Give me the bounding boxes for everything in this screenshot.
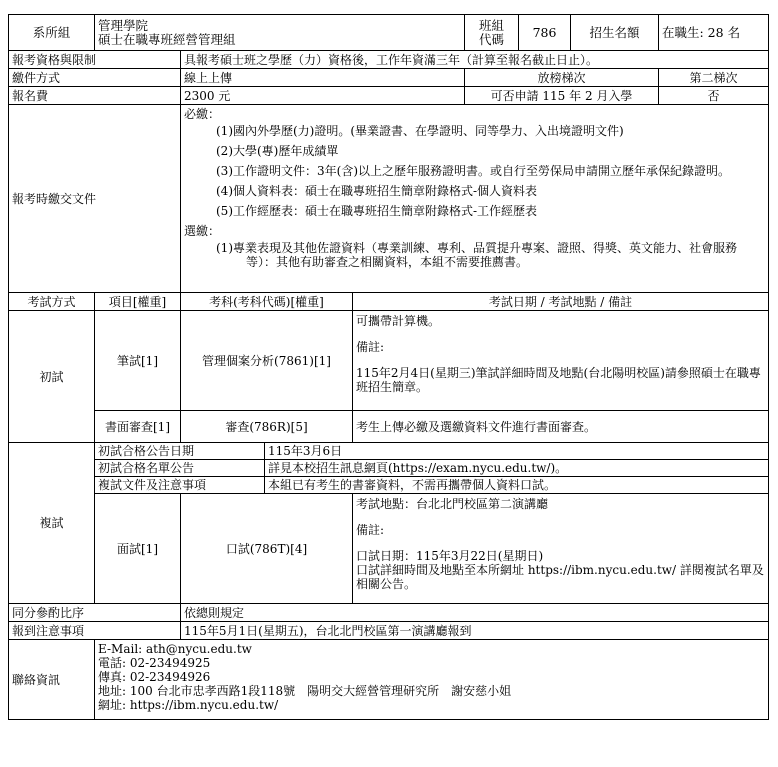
first-review-subject: 審查(786R)[5]	[181, 411, 353, 443]
early-entry-label: 可否申請 115 年 2 月入學	[465, 87, 659, 105]
contact-content	[95, 640, 769, 720]
docs-value: 本組已有考生的書審資料，不需再攜帶個人資料口試。	[265, 477, 769, 494]
oral-item: 面試[1]	[95, 494, 181, 604]
release-tier-value: 第二梯次	[659, 69, 769, 87]
optional-title: 選繳：	[184, 224, 221, 238]
method-value: 線上上傳	[181, 69, 465, 87]
required-item-5: (5)工作經歷表：碩士在職專班招生簡章附錄格式-工作經歷表	[216, 204, 538, 218]
exam-col-note: 考試日期 / 考試地點 / 備註	[353, 293, 769, 311]
exam-col-subject: 考科(考科代碼)[權重]	[181, 293, 353, 311]
fee-row	[9, 87, 769, 105]
first-review-item: 書面審查[1]	[95, 411, 181, 443]
quota-value: 在職生: 28 名	[659, 15, 769, 51]
eligibility-value: 具報考碩士班之學歷（力）資格後，工作年資滿三年（計算至報名截止日止）。	[181, 51, 769, 69]
announce-date-value: 115年3月6日	[265, 443, 769, 460]
oral-subject: 口試(786T)[4]	[181, 494, 353, 604]
report-value: 115年5月1日(星期五)，台北北門校區第一演講廳報到	[181, 622, 769, 640]
oral-note-remark: 備註:	[356, 523, 385, 537]
first-round-label: 初試	[9, 311, 95, 443]
first-review-row	[9, 411, 769, 443]
dept-cell	[95, 15, 465, 51]
fee-label: 報名費	[9, 87, 181, 105]
required-item-2: (2)大學(專)歷年成績單	[216, 144, 339, 158]
second-list-row	[9, 460, 769, 477]
oral-note-detail: 口試詳細時間及地點至本所網址 https://ibm.nycu.edu.tw/ 詳閱複試名單及相關公告。	[356, 563, 764, 591]
contact-email: E-Mail: ath@nycu.edu.tw	[98, 642, 252, 656]
admission-table-wrapper	[8, 14, 768, 720]
list-value: 詳見本校招生訊息網頁(https://exam.nycu.edu.tw/)。	[265, 460, 769, 477]
contact-row	[9, 640, 769, 720]
quota-label: 招生名額	[571, 15, 659, 51]
tie-label: 同分參酌比序	[9, 604, 181, 622]
dept-label: 系所組	[9, 15, 95, 51]
contact-phone: 電話: 02-23494925	[98, 656, 211, 670]
eligibility-label: 報考資格與限制	[9, 51, 181, 69]
oral-note-date: 口試日期：115年3月22日(星期日)	[356, 549, 544, 563]
early-entry-value: 否	[659, 87, 769, 105]
first-review-note: 考生上傳必繳及選繳資料文件進行書面審查。	[353, 411, 769, 443]
contact-fax: 傳真: 02-23494926	[98, 670, 211, 684]
docs-label: 複試文件及注意事項	[95, 477, 265, 494]
documents-content	[181, 105, 769, 293]
contact-website: 網址: https://ibm.nycu.edu.tw/	[98, 698, 279, 712]
documents-row	[9, 105, 769, 293]
written-note-detail: 115年2月4日(星期三)筆試詳細時間及地點(台北陽明校區)請參照碩士在職專班招生簡章。	[356, 366, 761, 394]
program-name: 碩士在職專班經營管理組	[98, 31, 236, 47]
release-tier-label: 放榜梯次	[465, 69, 659, 87]
class-code-label: 班組 代碼	[465, 15, 519, 51]
announce-date-label: 初試合格公告日期	[95, 443, 265, 460]
second-docs-row	[9, 477, 769, 494]
fee-value: 2300 元	[181, 87, 465, 105]
required-item-1: (1)國內外學歷(力)證明。(畢業證書、在學證明、同等學力、入出境證明文件)	[216, 124, 624, 138]
report-row	[9, 622, 769, 640]
contact-label: 聯絡資訊	[9, 640, 95, 720]
written-note-calculator: 可攜帶計算機。	[356, 314, 441, 328]
method-label: 繳件方式	[9, 69, 181, 87]
contact-address: 地址: 100 台北市忠孝西路1段118號 陽明交大經營管理研究所 謝安慈小姐	[98, 684, 512, 698]
list-label: 初試合格名單公告	[95, 460, 265, 477]
second-round-label: 複試	[9, 443, 95, 604]
eligibility-row	[9, 51, 769, 69]
report-label: 報到注意事項	[9, 622, 181, 640]
college-name: 管理學院	[98, 17, 149, 33]
oral-note	[353, 494, 769, 604]
admission-table	[8, 14, 769, 720]
exam-header-row	[9, 293, 769, 311]
first-written-item: 筆試[1]	[95, 311, 181, 411]
documents-label: 報考時繳交文件	[9, 105, 181, 293]
first-written-note	[353, 311, 769, 411]
class-code-value: 786	[519, 15, 571, 51]
exam-col-item: 項目[權重]	[95, 293, 181, 311]
tie-value: 依總則規定	[181, 604, 769, 622]
second-oral-row	[9, 494, 769, 604]
first-written-subject: 管理個案分析(7861)[1]	[181, 311, 353, 411]
written-note-remark: 備註:	[356, 340, 385, 354]
required-item-4: (4)個人資料表：碩士在職專班招生簡章附錄格式-個人資料表	[216, 184, 538, 198]
oral-note-location: 考試地點：台北北門校區第二演講廳	[356, 497, 549, 511]
required-item-3: (3)工作證明文件：3年(含)以上之歷年服務證明書。或自行至勞保局申請開立歷年承保紀錄證明。	[216, 164, 730, 178]
second-announce-row	[9, 443, 769, 460]
tie-row	[9, 604, 769, 622]
first-written-row	[9, 311, 769, 411]
header-row	[9, 15, 769, 51]
optional-item-1: (1)專業表現及其他佐證資料（專業訓練、專利、品質提升專案、證照、得獎、英文能力、社會服務等）：其他有助審查之相關資料，本組不需要推薦書。	[216, 241, 738, 269]
dept-name	[95, 18, 464, 48]
exam-col-method: 考試方式	[9, 293, 95, 311]
required-title: 必繳：	[184, 107, 221, 121]
method-row	[9, 69, 769, 87]
